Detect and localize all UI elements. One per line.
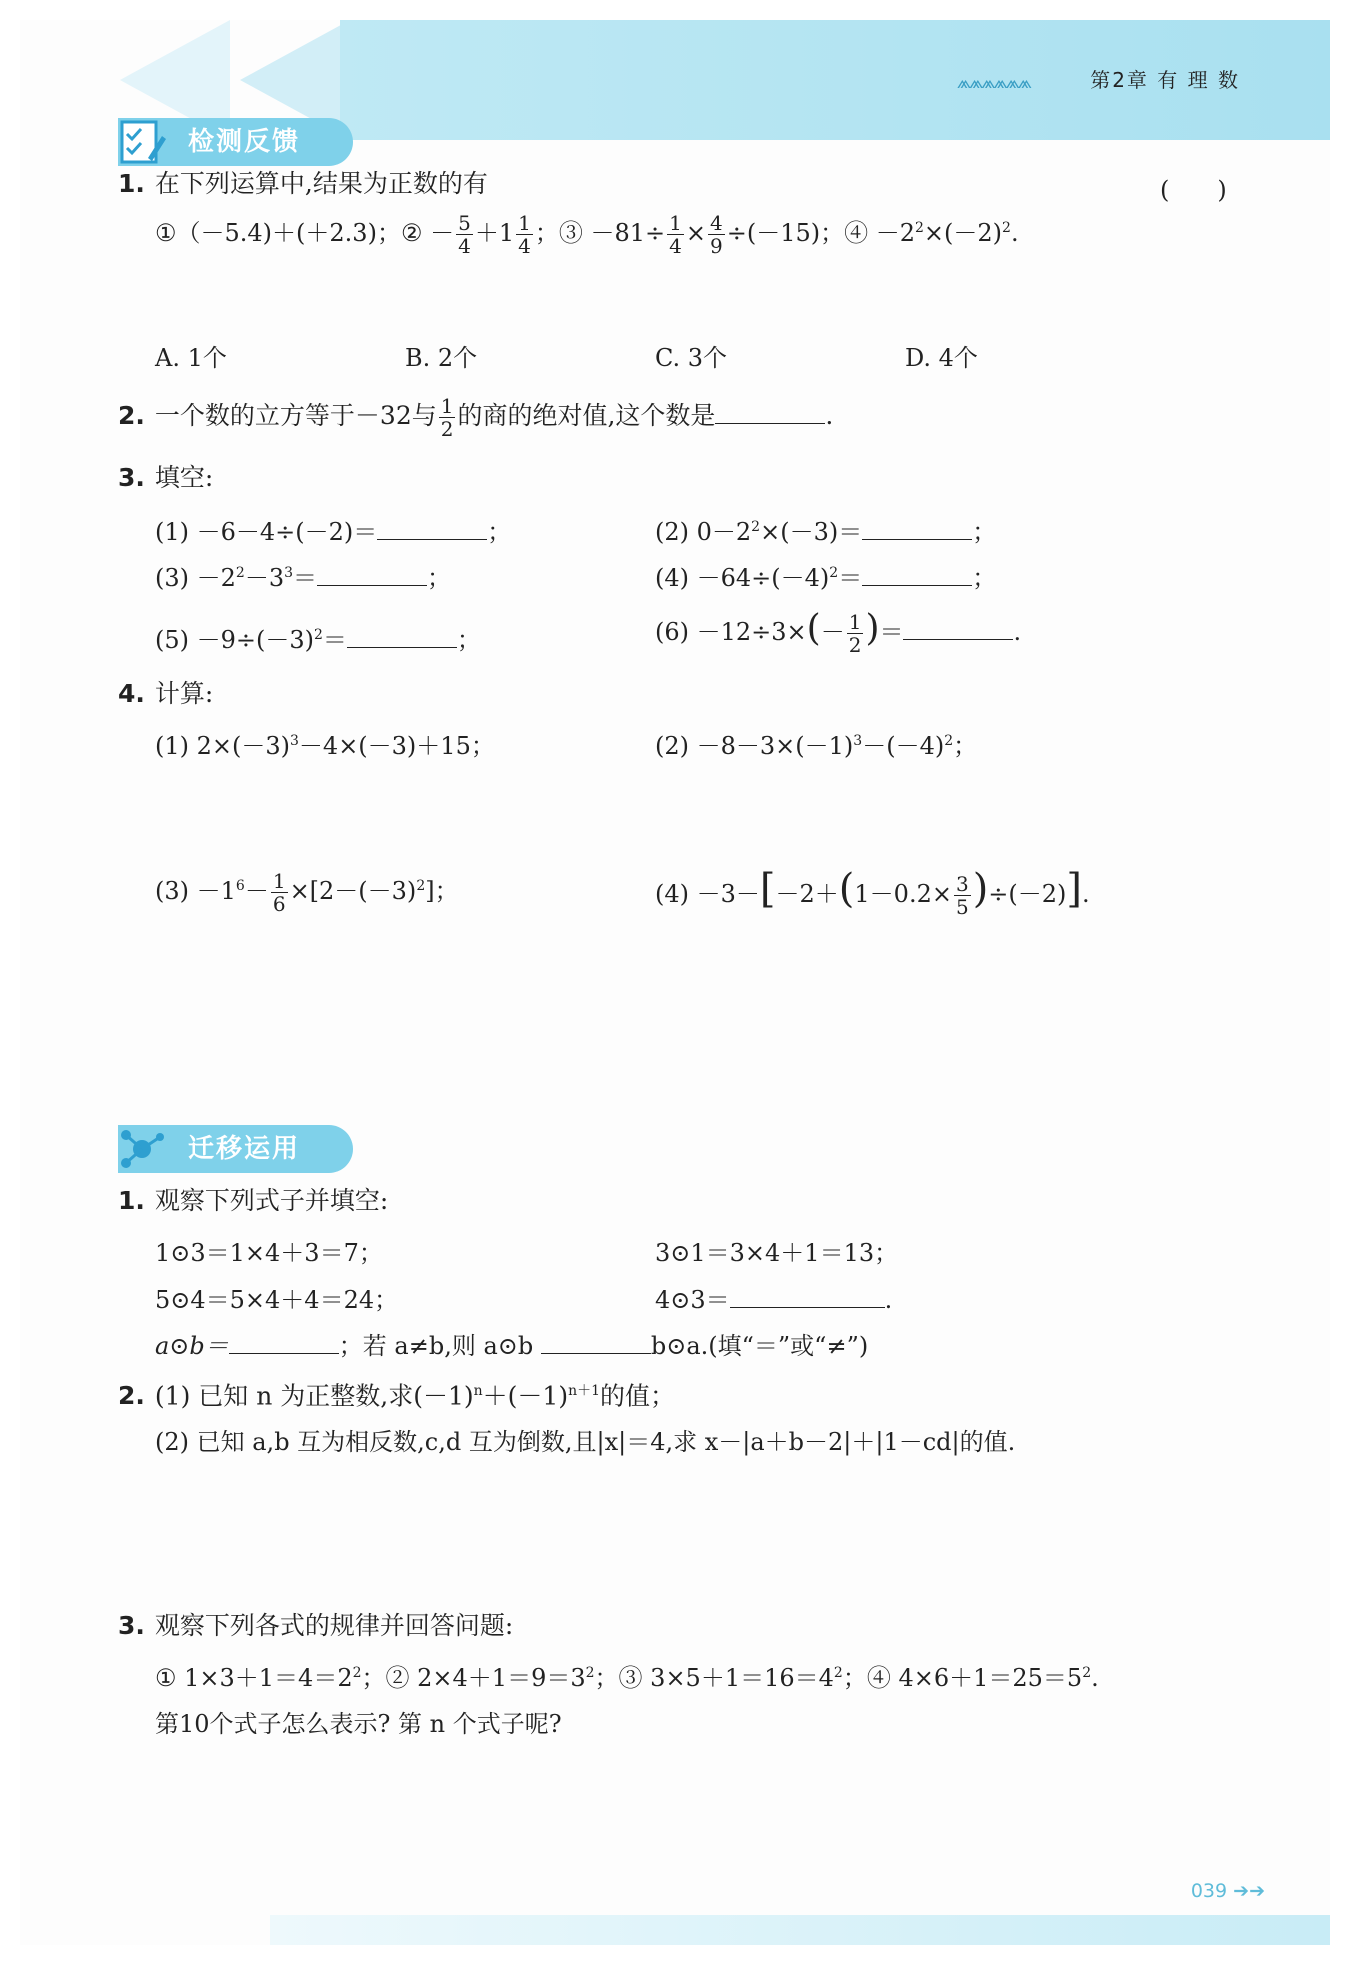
expr: ×(－3)＝	[760, 518, 863, 546]
question-text: (1) 已知 n 为正整数,求(－1)	[154, 1381, 474, 1411]
question-number: 2.	[118, 401, 145, 430]
expr: (3) －1	[155, 877, 236, 905]
answer-blank[interactable]	[541, 1327, 651, 1354]
q3-part5	[155, 620, 481, 655]
m2-part2: (2) 已知 a,b 互为相反数,c,d 互为倒数,且|x|＝4,求 x－|a＋b－2|＋|1－cd|的值.	[155, 1428, 1016, 1456]
question-text: 的值；	[600, 1381, 676, 1411]
page-number: 039 ➔➔	[1190, 1880, 1265, 1902]
m3-line1	[155, 1658, 1099, 1693]
period: .	[1013, 618, 1022, 646]
expr-part: ；③ －81÷	[534, 219, 666, 247]
period: .	[825, 401, 834, 430]
semicolon: ；	[456, 626, 481, 654]
fraction	[516, 212, 533, 257]
question-4	[118, 678, 213, 710]
expr: －(－4)	[862, 732, 945, 760]
expr-part: ＋1	[474, 219, 515, 247]
exponent: n＋1	[568, 1383, 601, 1399]
question-text: 计算:	[154, 679, 214, 708]
denominator: 5	[955, 895, 969, 919]
answer-blank[interactable]	[317, 559, 427, 586]
semicolon: ；	[427, 564, 452, 592]
fraction	[271, 870, 288, 915]
transfer-question-2	[118, 1375, 675, 1412]
molecule-icon	[118, 1125, 168, 1173]
option-d: D. 4个	[905, 344, 978, 372]
exponent: 2	[352, 1665, 362, 1681]
exponent: 2	[915, 220, 924, 236]
expr: ；③ 3×5＋1＝16＝4	[594, 1664, 834, 1692]
expr: ；	[953, 732, 978, 760]
question-2	[118, 395, 833, 440]
q3-part3	[155, 558, 451, 593]
q4-part3: $(3) -1^6-$ $\frac{1}{6}$ $\times[2-(-3)^2]$；	[155, 869, 459, 916]
question-text: 的商的绝对值,这个数是	[457, 401, 716, 430]
question-text: 一个数的立方等于－32与	[154, 401, 437, 430]
answer-blank[interactable]	[862, 559, 972, 586]
expr: ×[2－(－3)	[289, 877, 417, 905]
question-1	[118, 168, 488, 200]
answer-blank[interactable]	[730, 1281, 885, 1308]
exponent: 3	[284, 565, 294, 581]
m1-line1-right: 3⊙1＝3×4＋1＝13；	[655, 1239, 899, 1267]
m3-line2: 第10个式子怎么表示? 第 n 个式子呢?	[155, 1710, 562, 1738]
answer-blank[interactable]	[862, 513, 972, 540]
q3-part2	[655, 512, 996, 547]
exponent: 2	[416, 878, 426, 894]
option-b: B. 2个	[405, 344, 478, 372]
question-number: 1.	[118, 1186, 145, 1215]
exponent: 2	[944, 733, 954, 749]
transfer-question-3	[118, 1610, 513, 1642]
section-title: 迁移运用	[188, 1134, 301, 1164]
fraction	[456, 212, 473, 257]
page	[20, 20, 1330, 1945]
q3-part4	[655, 558, 996, 593]
expr: (2) 0－2	[655, 518, 752, 546]
expr: (4) －3－	[655, 880, 760, 908]
mountain-pattern-icon: ⩕⩕⩕⩕⩕⩕	[956, 72, 1030, 93]
numerator: 1	[440, 394, 454, 418]
fraction	[667, 212, 684, 257]
m1-line1-left: 1⊙3＝1×4＋3＝7；	[155, 1239, 383, 1267]
denominator: 2	[848, 633, 862, 657]
denominator: 9	[709, 234, 723, 258]
m1-line2-left: 5⊙4＝5×4＋4＝24；	[155, 1286, 399, 1314]
question-text: ＋(－1)	[482, 1381, 569, 1411]
question-text: 观察下列式子并填空:	[154, 1186, 389, 1215]
expr: (5) －9÷(－3)	[155, 626, 314, 654]
expr: .	[1091, 1664, 1099, 1692]
option-c: C. 3个	[655, 344, 728, 372]
expr: (6) －12÷3×	[655, 618, 807, 646]
expr: ＝	[322, 626, 347, 654]
expr: ＝	[293, 564, 318, 592]
expr-part: ①（－5.4)＋(＋2.3)；②	[155, 219, 423, 247]
semicolon: ；	[972, 518, 997, 546]
q3-part6: (6) －12÷3×(－ $\frac{1}{2}$ )＝ .	[655, 608, 1022, 657]
expr-part: ×	[685, 219, 706, 247]
exponent: 2	[1082, 1665, 1092, 1681]
m1-line3	[155, 1326, 868, 1361]
expr-part: .	[1010, 219, 1019, 247]
answer-blank[interactable]	[347, 621, 457, 648]
denominator: 2	[440, 417, 454, 441]
section-badge-check	[118, 118, 353, 166]
expr: (4) －64÷(－4)	[655, 564, 830, 592]
fraction	[439, 395, 456, 440]
expr: 1－0.2×	[854, 880, 952, 908]
question-3	[118, 462, 213, 494]
section-title: 检测反馈	[188, 127, 301, 157]
numerator: 1	[518, 211, 531, 235]
denominator: 4	[518, 234, 531, 258]
semicolon: ；	[487, 518, 512, 546]
question-text: 在下列运算中,结果为正数的有	[154, 169, 488, 198]
numerator: 5	[458, 211, 471, 235]
exponent: 2	[585, 1665, 595, 1681]
answer-blank[interactable]	[377, 513, 487, 540]
expr: ＝	[838, 564, 863, 592]
answer-blank[interactable]	[715, 397, 825, 424]
expr: b⊙a.(填“＝”或“≠”)	[650, 1332, 869, 1360]
footer-band	[270, 1915, 1330, 1945]
numerator: 1	[669, 211, 682, 235]
period: .	[1082, 880, 1090, 908]
fraction	[847, 611, 864, 656]
numerator: 3	[955, 872, 969, 896]
question-number: 2.	[118, 1381, 145, 1411]
expr: ÷(－2)	[988, 880, 1067, 908]
exponent: 3	[853, 733, 863, 749]
exponent: 2	[1002, 220, 1011, 236]
expr: －3	[244, 564, 285, 592]
answer-blank[interactable]	[229, 1327, 339, 1354]
denominator: 6	[272, 892, 286, 916]
exponent: 6	[235, 878, 245, 894]
expr: ；④ 4×6＋1＝25＝5	[842, 1664, 1083, 1692]
exponent: 2	[833, 1665, 843, 1681]
question-number: 1.	[118, 169, 145, 198]
q3-part1	[155, 512, 511, 547]
expr: ；若 a≠b,则 a⊙b	[338, 1332, 534, 1360]
numerator: 1	[848, 610, 862, 634]
answer-paren: ( )	[1160, 176, 1227, 204]
expr-part: ×(－2)	[923, 219, 1003, 247]
expr: (2) －8－3×(－1)	[655, 732, 854, 760]
fraction	[954, 873, 971, 918]
expr: ＝	[879, 618, 904, 646]
q4-part1	[155, 726, 495, 761]
question-number: 4.	[118, 679, 145, 708]
expr-part: ÷(－15)；④ －2	[726, 219, 915, 247]
numerator: 4	[709, 211, 723, 235]
transfer-question-1	[118, 1185, 388, 1217]
expr: ；② 2×4＋1＝9＝3	[361, 1664, 586, 1692]
denominator: 4	[458, 234, 471, 258]
exponent: 2	[751, 519, 761, 535]
section-badge-transfer	[118, 1125, 353, 1173]
exponent: 2	[235, 565, 245, 581]
expr: 4⊙3＝	[655, 1286, 730, 1314]
question-text: 观察下列各式的规律并回答问题:	[154, 1611, 514, 1640]
expr: a⊙b＝	[155, 1332, 229, 1360]
denominator: 4	[669, 234, 682, 258]
q4-part2	[655, 726, 977, 761]
expr: ① 1×3＋1＝4＝2	[155, 1664, 353, 1692]
exponent: 2	[829, 565, 839, 581]
exponent: 2	[314, 627, 323, 643]
q4-part4: (4) －3－[－2＋(1－0.2× $\frac{3}{5}$ )÷(－2)].	[655, 866, 1090, 919]
expr: －4×(－3)＋15；	[298, 732, 495, 760]
question-text: 填空:	[154, 463, 214, 492]
fraction	[708, 212, 725, 257]
m1-line2-right	[655, 1280, 892, 1315]
semicolon: ；	[972, 564, 997, 592]
expr: (1) 2×(－3)	[155, 732, 290, 760]
option-a: A. 1个	[155, 344, 227, 372]
exponent: 3	[290, 733, 299, 749]
chapter-title: 第2章 有 理 数	[1090, 68, 1240, 92]
question-number: 3.	[118, 1611, 145, 1640]
expr: (3) －2	[155, 564, 236, 592]
expr: ]；	[425, 877, 459, 905]
expr: －2＋	[775, 880, 839, 908]
q1-expression: ①（－5.4)＋(＋2.3)；② － $\frac{5}{4}$ ＋1 $\frac{1}{4}$ ；③ －81÷ $\frac{1}{4}$ × $\frac{4}{9}$ ÷(－15)；④ $-2^2\times(-2)^2$.	[155, 211, 1019, 258]
exponent: n	[473, 1383, 483, 1399]
expr: (1) －6－4÷(－2)＝	[155, 518, 378, 546]
period: .	[884, 1286, 893, 1314]
numerator: 1	[272, 869, 286, 893]
checklist-icon	[118, 118, 168, 166]
answer-blank[interactable]	[903, 613, 1013, 640]
question-number: 3.	[118, 463, 145, 492]
